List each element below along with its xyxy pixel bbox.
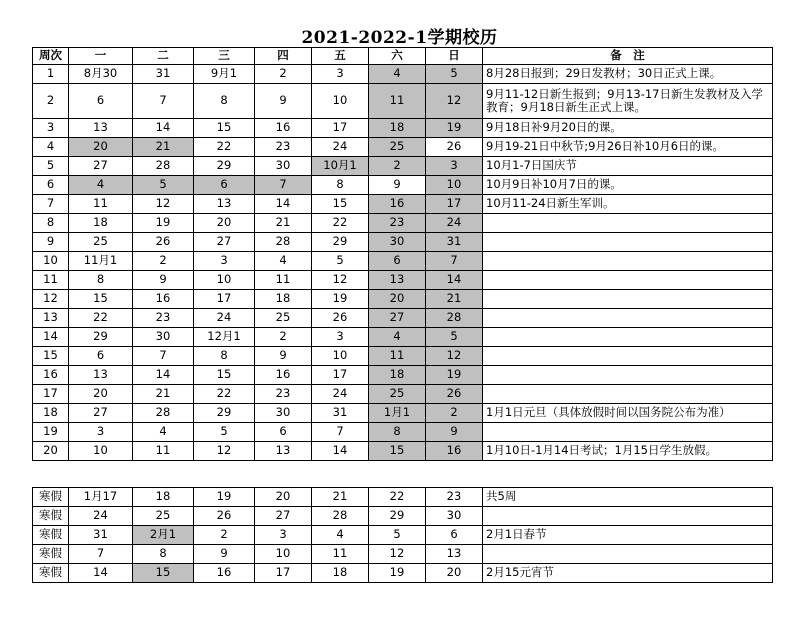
- week-row: [33, 157, 773, 176]
- note-cell: 2月1日春节: [483, 526, 773, 545]
- note-cell: [483, 347, 773, 366]
- day-cell: 18: [133, 488, 194, 507]
- day-cell: 14: [69, 564, 133, 583]
- day-cell: 9: [255, 347, 312, 366]
- day-cell: 16: [133, 290, 194, 309]
- day-cell: 3: [194, 252, 255, 271]
- day-cell: 14: [426, 271, 483, 290]
- day-cell: 6: [69, 347, 133, 366]
- note-cell: [483, 545, 773, 564]
- day-cell: 10: [312, 347, 369, 366]
- day-cell: 28: [255, 233, 312, 252]
- week-number: 8: [33, 214, 69, 233]
- day-cell: 21: [133, 385, 194, 404]
- day-cell: 19: [369, 564, 426, 583]
- note-cell: 8月28日报到；29日发教材；30日正式上课。: [483, 65, 773, 84]
- day-cell: 17: [255, 564, 312, 583]
- week-number: 12: [33, 290, 69, 309]
- day-cell: 22: [194, 385, 255, 404]
- week-row: [33, 366, 773, 385]
- day-cell: 4: [312, 526, 369, 545]
- day-cell: 15: [194, 366, 255, 385]
- day-cell: 10月1: [312, 157, 369, 176]
- day-cell: 17: [194, 290, 255, 309]
- day-cell: 13: [69, 119, 133, 138]
- day-cell: 12: [426, 84, 483, 119]
- day-cell: 24: [426, 214, 483, 233]
- day-cell: 19: [194, 488, 255, 507]
- day-cell: 7: [69, 545, 133, 564]
- note-cell: [483, 290, 773, 309]
- day-cell: 5: [426, 328, 483, 347]
- day-cell: 15: [133, 564, 194, 583]
- day-cell: 12: [133, 195, 194, 214]
- day-cell: 7: [133, 347, 194, 366]
- week-number: 2: [33, 84, 69, 119]
- weekday-header: 三: [194, 48, 255, 65]
- day-cell: 21: [255, 214, 312, 233]
- day-cell: 6: [255, 423, 312, 442]
- week-number: 17: [33, 385, 69, 404]
- day-cell: 30: [426, 507, 483, 526]
- day-cell: 27: [194, 233, 255, 252]
- week-row: [33, 309, 773, 328]
- week-number: 4: [33, 138, 69, 157]
- day-cell: 29: [194, 157, 255, 176]
- week-header: 周次: [33, 48, 69, 65]
- note-cell: 9月11-12日新生报到；9月13-17日新生发教材及入学教育；9月18日新生正式上课。: [483, 84, 773, 119]
- winter-break-table: [32, 487, 773, 583]
- day-cell: 21: [312, 488, 369, 507]
- note-cell: 9月19-21日中秋节;9月26日补10月6日的课。: [483, 138, 773, 157]
- day-cell: 15: [69, 290, 133, 309]
- day-cell: 6: [69, 84, 133, 119]
- day-cell: 15: [369, 442, 426, 461]
- day-cell: 31: [69, 526, 133, 545]
- day-cell: 14: [255, 195, 312, 214]
- day-cell: 25: [369, 385, 426, 404]
- day-cell: 8: [133, 545, 194, 564]
- day-cell: 11月1: [69, 252, 133, 271]
- page-title: 2021-2022-1学期校历: [301, 28, 498, 48]
- day-cell: 11: [69, 195, 133, 214]
- day-cell: 24: [312, 385, 369, 404]
- day-cell: 27: [255, 507, 312, 526]
- day-cell: 28: [312, 507, 369, 526]
- day-cell: 22: [312, 214, 369, 233]
- note-cell: 共5周: [483, 488, 773, 507]
- day-cell: 14: [133, 119, 194, 138]
- day-cell: 6: [194, 176, 255, 195]
- day-cell: 6: [369, 252, 426, 271]
- day-cell: 22: [369, 488, 426, 507]
- day-cell: 20: [69, 138, 133, 157]
- day-cell: 2: [369, 157, 426, 176]
- day-cell: 24: [69, 507, 133, 526]
- day-cell: 9: [194, 545, 255, 564]
- day-cell: 8: [194, 84, 255, 119]
- day-cell: 11: [133, 442, 194, 461]
- day-cell: 18: [312, 564, 369, 583]
- day-cell: 25: [255, 309, 312, 328]
- break-label: 寒假: [33, 488, 69, 507]
- week-row: [33, 176, 773, 195]
- day-cell: 2月1: [133, 526, 194, 545]
- break-row: [33, 564, 773, 583]
- day-cell: 18: [369, 366, 426, 385]
- day-cell: 11: [255, 271, 312, 290]
- note-cell: 10月1-7日国庆节: [483, 157, 773, 176]
- note-cell: 10月11-24日新生军训。: [483, 195, 773, 214]
- day-cell: 2: [426, 404, 483, 423]
- day-cell: 15: [194, 119, 255, 138]
- day-cell: 25: [69, 233, 133, 252]
- day-cell: 2: [255, 328, 312, 347]
- note-cell: [483, 233, 773, 252]
- note-cell: 9月18日补9月20日的课。: [483, 119, 773, 138]
- day-cell: 25: [369, 138, 426, 157]
- day-cell: 5: [312, 252, 369, 271]
- day-cell: 28: [133, 157, 194, 176]
- day-cell: 4: [133, 423, 194, 442]
- day-cell: 4: [369, 328, 426, 347]
- day-cell: 24: [194, 309, 255, 328]
- note-cell: [483, 252, 773, 271]
- week-number: 9: [33, 233, 69, 252]
- day-cell: 20: [255, 488, 312, 507]
- day-cell: 9: [426, 423, 483, 442]
- day-cell: 18: [69, 214, 133, 233]
- day-cell: 7: [426, 252, 483, 271]
- note-cell: 1月1日元旦（具体放假时间以国务院公布为准）: [483, 404, 773, 423]
- day-cell: 13: [194, 195, 255, 214]
- day-cell: 7: [312, 423, 369, 442]
- week-row: [33, 423, 773, 442]
- day-cell: 8: [69, 271, 133, 290]
- day-cell: 26: [194, 507, 255, 526]
- day-cell: 28: [426, 309, 483, 328]
- day-cell: 3: [312, 328, 369, 347]
- day-cell: 14: [312, 442, 369, 461]
- week-number: 11: [33, 271, 69, 290]
- day-cell: 3: [426, 157, 483, 176]
- day-cell: 16: [255, 119, 312, 138]
- weekday-header: 日: [426, 48, 483, 65]
- day-cell: 4: [369, 65, 426, 84]
- day-cell: 18: [369, 119, 426, 138]
- week-row: [33, 442, 773, 461]
- day-cell: 29: [312, 233, 369, 252]
- day-cell: 11: [312, 545, 369, 564]
- day-cell: 12月1: [194, 328, 255, 347]
- day-cell: 23: [426, 488, 483, 507]
- week-row: [33, 385, 773, 404]
- day-cell: 17: [312, 119, 369, 138]
- note-cell: [483, 507, 773, 526]
- week-number: 15: [33, 347, 69, 366]
- day-cell: 29: [194, 404, 255, 423]
- day-cell: 8: [369, 423, 426, 442]
- day-cell: 27: [69, 404, 133, 423]
- note-cell: [483, 309, 773, 328]
- day-cell: 7: [255, 176, 312, 195]
- week-number: 19: [33, 423, 69, 442]
- day-cell: 23: [255, 138, 312, 157]
- day-cell: 20: [426, 564, 483, 583]
- day-cell: 26: [133, 233, 194, 252]
- week-row: [33, 84, 773, 119]
- day-cell: 13: [69, 366, 133, 385]
- day-cell: 6: [426, 526, 483, 545]
- day-cell: 31: [312, 404, 369, 423]
- day-cell: 27: [369, 309, 426, 328]
- week-row: [33, 271, 773, 290]
- week-row: [33, 328, 773, 347]
- note-cell: [483, 328, 773, 347]
- day-cell: 5: [426, 65, 483, 84]
- day-cell: 8: [312, 176, 369, 195]
- note-cell: [483, 385, 773, 404]
- day-cell: 8月30: [69, 65, 133, 84]
- week-row: [33, 347, 773, 366]
- day-cell: 4: [255, 252, 312, 271]
- day-cell: 30: [369, 233, 426, 252]
- day-cell: 16: [426, 442, 483, 461]
- day-cell: 9: [255, 84, 312, 119]
- day-cell: 11: [369, 347, 426, 366]
- day-cell: 27: [69, 157, 133, 176]
- week-row: [33, 233, 773, 252]
- day-cell: 12: [312, 271, 369, 290]
- day-cell: 10: [194, 271, 255, 290]
- day-cell: 5: [194, 423, 255, 442]
- note-cell: [483, 214, 773, 233]
- week-number: 18: [33, 404, 69, 423]
- day-cell: 26: [312, 309, 369, 328]
- day-cell: 9: [133, 271, 194, 290]
- week-row: [33, 195, 773, 214]
- day-cell: 13: [255, 442, 312, 461]
- day-cell: 2: [194, 526, 255, 545]
- day-cell: 2: [133, 252, 194, 271]
- break-label: 寒假: [33, 507, 69, 526]
- note-cell: [483, 423, 773, 442]
- week-row: [33, 252, 773, 271]
- break-row: [33, 545, 773, 564]
- day-cell: 20: [69, 385, 133, 404]
- week-number: 10: [33, 252, 69, 271]
- day-cell: 5: [133, 176, 194, 195]
- day-cell: 7: [133, 84, 194, 119]
- day-cell: 30: [133, 328, 194, 347]
- break-label: 寒假: [33, 564, 69, 583]
- day-cell: 16: [369, 195, 426, 214]
- day-cell: 25: [133, 507, 194, 526]
- note-cell: 1月10日-1月14日考试；1月15日学生放假。: [483, 442, 773, 461]
- day-cell: 3: [312, 65, 369, 84]
- day-cell: 21: [133, 138, 194, 157]
- day-cell: 10: [426, 176, 483, 195]
- day-cell: 29: [369, 507, 426, 526]
- day-cell: 17: [426, 195, 483, 214]
- day-cell: 9: [369, 176, 426, 195]
- day-cell: 26: [426, 138, 483, 157]
- day-cell: 30: [255, 157, 312, 176]
- day-cell: 20: [194, 214, 255, 233]
- week-row: [33, 404, 773, 423]
- week-number: 5: [33, 157, 69, 176]
- day-cell: 19: [426, 366, 483, 385]
- day-cell: 13: [426, 545, 483, 564]
- day-cell: 16: [255, 366, 312, 385]
- day-cell: 30: [255, 404, 312, 423]
- day-cell: 24: [312, 138, 369, 157]
- week-number: 16: [33, 366, 69, 385]
- note-cell: 10月9日补10月7日的课。: [483, 176, 773, 195]
- weekday-header: 一: [69, 48, 133, 65]
- day-cell: 23: [133, 309, 194, 328]
- day-cell: 8: [194, 347, 255, 366]
- weekday-header: 二: [133, 48, 194, 65]
- day-cell: 1月17: [69, 488, 133, 507]
- day-cell: 2: [255, 65, 312, 84]
- day-cell: 10: [312, 84, 369, 119]
- day-cell: 19: [312, 290, 369, 309]
- day-cell: 3: [69, 423, 133, 442]
- week-number: 3: [33, 119, 69, 138]
- day-cell: 26: [426, 385, 483, 404]
- day-cell: 12: [426, 347, 483, 366]
- week-number: 7: [33, 195, 69, 214]
- note-cell: 2月15元宵节: [483, 564, 773, 583]
- notes-header: 备 注: [483, 48, 773, 65]
- week-number: 6: [33, 176, 69, 195]
- day-cell: 1月1: [369, 404, 426, 423]
- break-row: [33, 526, 773, 545]
- week-row: [33, 119, 773, 138]
- day-cell: 13: [369, 271, 426, 290]
- day-cell: 31: [426, 233, 483, 252]
- weekday-header: 五: [312, 48, 369, 65]
- day-cell: 28: [133, 404, 194, 423]
- week-number: 20: [33, 442, 69, 461]
- week-number: 14: [33, 328, 69, 347]
- day-cell: 22: [69, 309, 133, 328]
- day-cell: 17: [312, 366, 369, 385]
- day-cell: 23: [369, 214, 426, 233]
- day-cell: 10: [255, 545, 312, 564]
- day-cell: 14: [133, 366, 194, 385]
- day-cell: 9月1: [194, 65, 255, 84]
- week-number: 13: [33, 309, 69, 328]
- day-cell: 20: [369, 290, 426, 309]
- day-cell: 15: [312, 195, 369, 214]
- week-row: [33, 65, 773, 84]
- day-cell: 12: [369, 545, 426, 564]
- header-row: [33, 48, 773, 65]
- day-cell: 12: [194, 442, 255, 461]
- day-cell: 16: [194, 564, 255, 583]
- day-cell: 5: [369, 526, 426, 545]
- day-cell: 29: [69, 328, 133, 347]
- weekday-header: 六: [369, 48, 426, 65]
- day-cell: 19: [426, 119, 483, 138]
- day-cell: 19: [133, 214, 194, 233]
- day-cell: 3: [255, 526, 312, 545]
- weekday-header: 四: [255, 48, 312, 65]
- break-label: 寒假: [33, 545, 69, 564]
- week-number: 1: [33, 65, 69, 84]
- break-row: [33, 507, 773, 526]
- day-cell: 23: [255, 385, 312, 404]
- break-row: [33, 488, 773, 507]
- day-cell: 10: [69, 442, 133, 461]
- day-cell: 4: [69, 176, 133, 195]
- day-cell: 22: [194, 138, 255, 157]
- week-row: [33, 290, 773, 309]
- day-cell: 18: [255, 290, 312, 309]
- day-cell: 21: [426, 290, 483, 309]
- break-label: 寒假: [33, 526, 69, 545]
- week-row: [33, 138, 773, 157]
- day-cell: 11: [369, 84, 426, 119]
- week-row: [33, 214, 773, 233]
- calendar-table: [32, 47, 773, 461]
- note-cell: [483, 271, 773, 290]
- day-cell: 31: [133, 65, 194, 84]
- note-cell: [483, 366, 773, 385]
